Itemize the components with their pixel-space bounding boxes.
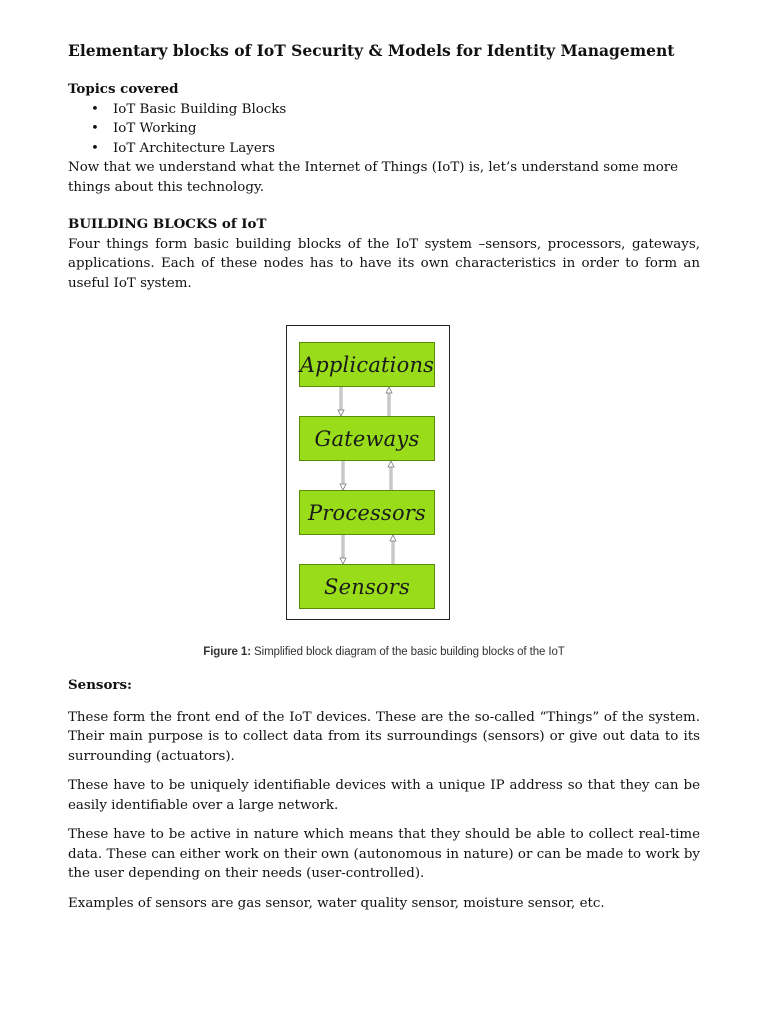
arrow-up-sensors-processors (390, 535, 396, 564)
arrow-up-gateways-applications (386, 387, 392, 416)
topic-item: • IoT Working (113, 119, 700, 139)
arrow-down-processors-sensors (340, 535, 346, 564)
arrow-up-processors-gateways (388, 461, 394, 490)
sensors-heading: Sensors: (68, 677, 132, 693)
topics-section (68, 80, 700, 293)
sensors-paragraph: These form the front end of the IoT devices. These are the so-called “Things” of the system. Their main purpose is to collect data from its surroundings (sensors) or give out data to its surrounding (actuators). (68, 709, 700, 764)
block-gateways: Gateways (299, 416, 435, 461)
topics-list (68, 100, 700, 159)
figure-caption-text: Simplified block diagram of the basic building blocks of the IoT (250, 646, 565, 658)
block-applications: Applications (299, 342, 435, 387)
topic-item: • IoT Basic Building Blocks (113, 100, 700, 120)
figure-caption-label: Figure 1: (203, 646, 251, 658)
figure-caption (0, 646, 768, 658)
sensors-paragraph: These have to be uniquely identifiable devices with a unique IP address so that they can be easily identifiable over a large network. (68, 778, 700, 813)
building-blocks-diagram (286, 325, 450, 620)
building-blocks-paragraph: Four things form basic building blocks of the IoT system –sensors, processors, gateways, applications. Each of these nodes has to have its own characteristics in order to form an useful IoT system. (68, 236, 700, 291)
document-page (68, 40, 700, 293)
block-processors: Processors (299, 490, 435, 535)
arrow-down-applications-gateways (338, 387, 344, 416)
sensors-paragraph: Examples of sensors are gas sensor, water quality sensor, moisture sensor, etc. (68, 895, 605, 911)
document-title: Elementary blocks of IoT Security & Models for Identity Management (68, 41, 675, 60)
intro-paragraph: Now that we understand what the Internet of Things (IoT) is, let’s understand some more things about this technology. (68, 160, 679, 195)
building-blocks-heading: BUILDING BLOCKS of IoT (68, 216, 267, 232)
topics-heading: Topics covered (68, 81, 179, 97)
block-sensors: Sensors (299, 564, 435, 609)
arrow-down-gateways-processors (340, 461, 346, 490)
topic-item: • IoT Architecture Layers (113, 139, 700, 159)
sensors-section (68, 676, 700, 913)
sensors-paragraph: These have to be active in nature which means that they should be able to collect real-time data. These can either work on their own (autonomous in nature) or can be made to work by the user depending on their needs (user-controlled). (68, 827, 700, 881)
